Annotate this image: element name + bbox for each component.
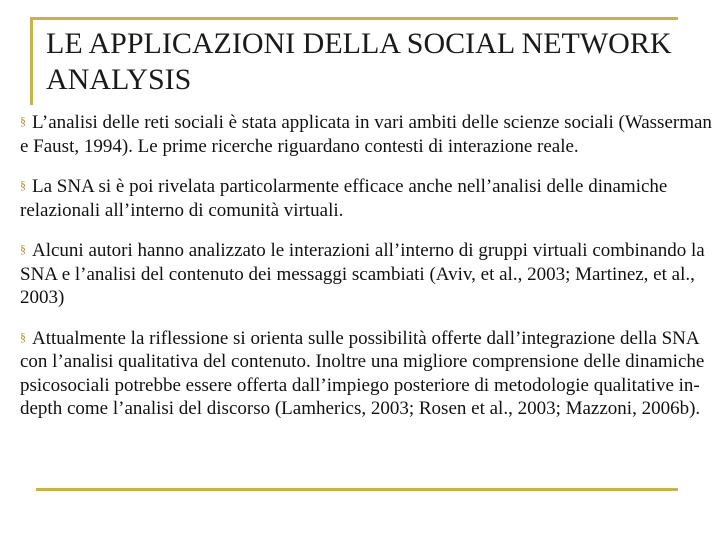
decorative-top-rule xyxy=(30,17,678,20)
bullet-marker-icon: § xyxy=(20,329,26,344)
decorative-bottom-rule xyxy=(36,488,678,491)
decorative-left-rule xyxy=(30,17,33,105)
slide-title: LE APPLICAZIONI DELLA SOCIAL NETWORK ANALYSIS xyxy=(46,27,672,96)
bullet-text: Attualmente la riflessione si orienta sulle possibilità offerte dall’integrazione della SNA con l’analisi qualitativa del contenuto. Inoltre una migliore comprensione delle dinamiche psicosociali potrebbe essere offerta dall’impiego posteriore di metodologie qualitative in-depth come l’analisi del discorso (Lamherics, 2003; Rosen et al., 2003; Mazzoni, 2006b). xyxy=(20,327,705,419)
bullet-marker-icon: § xyxy=(20,242,26,256)
bullet-text: L’analisi delle reti sociali è stata applicata in vari ambiti delle scienze sociali (Wasserman e Faust, 1994). Le prime ricerche riguardano contesti di interazione reale. xyxy=(20,112,712,157)
bullet-text: La SNA si è poi rivelata particolarmente efficace anche nell’analisi delle dinamiche relazionali all’interno di comunità virtuali. xyxy=(20,176,668,221)
bullet-marker-icon: § xyxy=(20,114,26,128)
bullet-marker-icon: § xyxy=(20,178,26,192)
bullet-item-3 xyxy=(20,238,714,310)
bullet-text: Alcuni autori hanno analizzato le interazioni all’interno di gruppi virtuali combinando la SNA e l’analisi del contenuto dei messaggi scambiati (Aviv, et al., 2003; Martinez, et al., 2003) xyxy=(20,240,705,308)
slide-body xyxy=(20,110,714,437)
bullet-item-2 xyxy=(20,174,714,222)
bullet-item-1 xyxy=(20,110,714,158)
bullet-item-4 xyxy=(20,326,714,421)
